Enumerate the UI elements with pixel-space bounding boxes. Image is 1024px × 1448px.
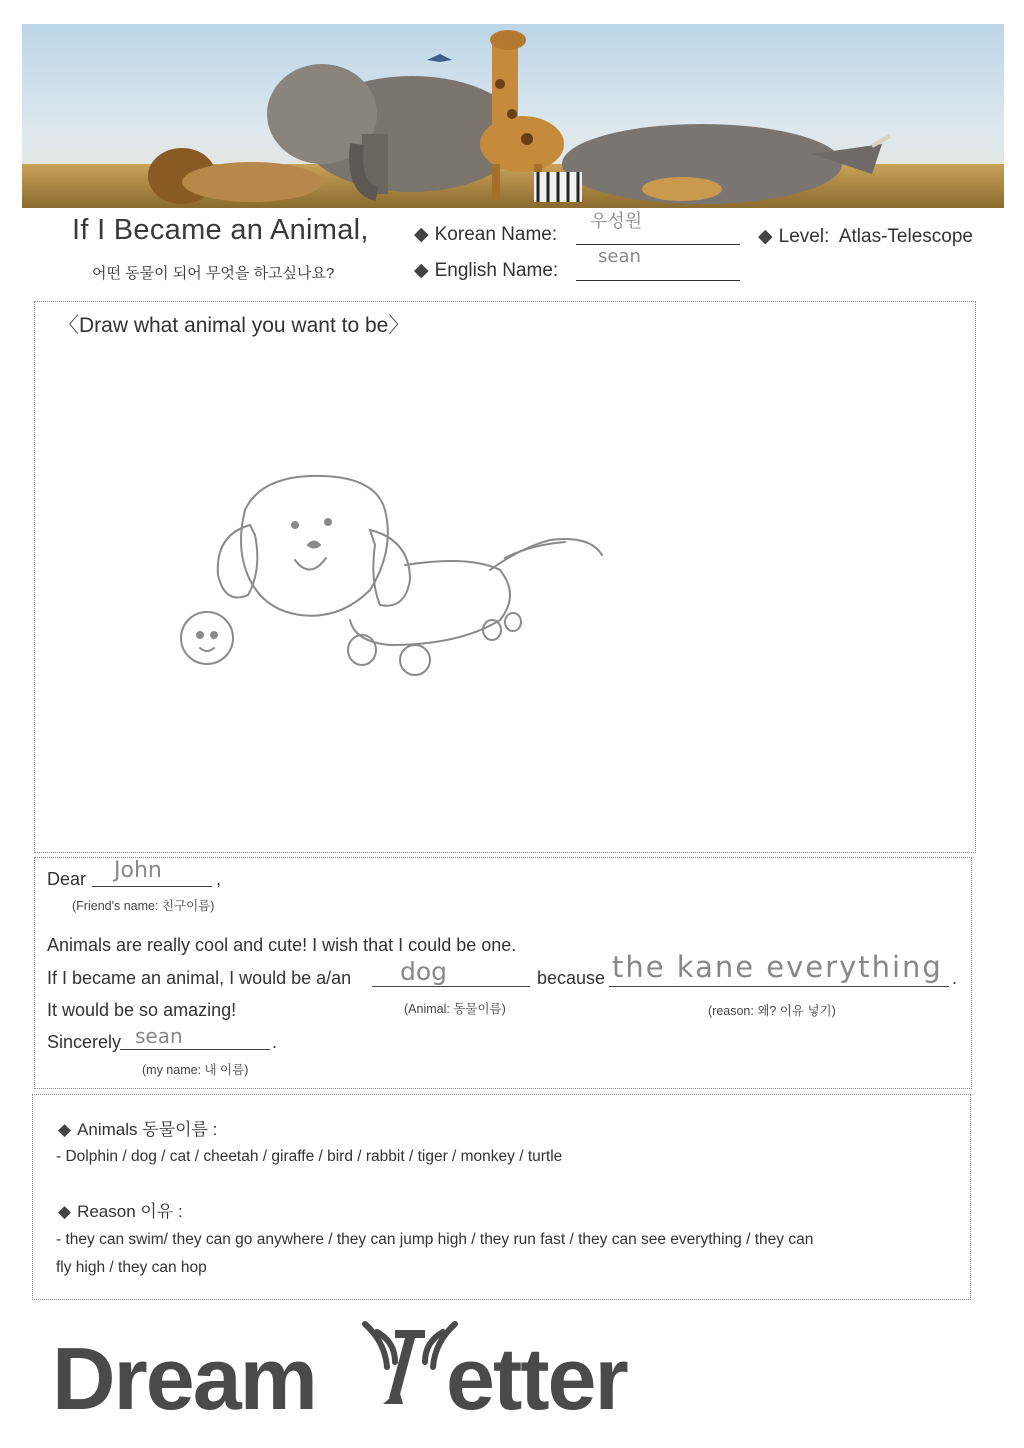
- diamond-bullet-icon: ◆: [58, 1120, 72, 1139]
- dog-leg: [505, 613, 521, 631]
- korean-name-label: ◆ Korean Name:: [414, 224, 558, 245]
- reason-period: .: [952, 968, 958, 988]
- korean-name-value[interactable]: 우성원: [590, 211, 643, 232]
- english-name-value[interactable]: sean: [598, 246, 641, 267]
- diamond-bullet-icon: ◆: [758, 226, 773, 247]
- friend-name-note: (Friend's name: 친구이름): [72, 899, 215, 913]
- animal-value[interactable]: dog: [400, 957, 448, 986]
- worksheet-title: If I Became an Animal,: [72, 214, 369, 246]
- diamond-bullet-icon: ◆: [58, 1202, 72, 1221]
- diamond-bullet-icon: ◆: [414, 224, 429, 245]
- drawing-area-title: 〈Draw what animal you want to be〉: [58, 314, 410, 337]
- dog-right-ear: [370, 530, 410, 606]
- dog-leg: [483, 620, 501, 640]
- level-value: Atlas-Telescope: [838, 226, 973, 247]
- animals-list: - Dolphin / dog / cat / cheetah / giraffe / bird / rabbit / tiger / monkey / turtle: [56, 1148, 563, 1165]
- logo-etter: etter: [446, 1329, 627, 1428]
- sincerely-period: .: [272, 1032, 278, 1052]
- small-dog-face: [181, 612, 233, 664]
- my-name-line: [120, 1049, 270, 1050]
- sincerely-label: Sincerely: [47, 1032, 122, 1052]
- because-label: because: [537, 968, 606, 988]
- english-name-label: ◆ English Name:: [414, 260, 559, 281]
- my-name-value[interactable]: sean: [135, 1024, 183, 1048]
- reason-list-line-2: fly high / they can hop: [56, 1259, 207, 1276]
- english-name-line: [576, 280, 740, 281]
- animals-banner-image: [22, 24, 1004, 208]
- dog-leg: [348, 635, 376, 665]
- worksheet-subtitle: 어떤 동물이 되어 무엇을 하고싶나요?: [92, 265, 335, 282]
- dear-label: Dear: [47, 869, 87, 889]
- level-field: ◆ Level: Atlas-Telescope: [758, 226, 973, 247]
- diamond-bullet-icon: ◆: [414, 260, 429, 281]
- reason-line: [609, 986, 949, 987]
- reason-value[interactable]: the kane everything: [612, 950, 943, 984]
- letter-line-1: Animals are really cool and cute! I wish that I could be one.: [47, 935, 517, 955]
- korean-name-line: [576, 244, 740, 245]
- animals-heading: ◆ Animals 동물이름 :: [58, 1120, 218, 1139]
- dog-leg: [400, 645, 430, 675]
- friend-name-line: [92, 886, 212, 887]
- friend-name-value[interactable]: John: [114, 858, 162, 883]
- letter-line-2-prefix: If I became an animal, I would be a/an: [47, 968, 352, 988]
- dear-comma: ,: [216, 869, 222, 889]
- reason-list-line-1: - they can swim/ they can go anywhere / they can jump high / they run fast / they can see everything / they can: [56, 1231, 814, 1248]
- reason-heading: ◆ Reason 이유 :: [58, 1202, 183, 1221]
- animal-line: [372, 986, 530, 987]
- dog-left-ear: [218, 525, 258, 598]
- logo-dream: Dream: [52, 1329, 316, 1428]
- animal-note: (Animal: 동물이름): [404, 1002, 506, 1016]
- my-name-note: (my name: 내 이름): [142, 1063, 249, 1077]
- dog-sketch-drawing: [170, 470, 620, 690]
- reason-note: (reason: 왜? 이유 넣기): [708, 1004, 836, 1018]
- zebra-figure: [534, 172, 582, 202]
- letter-line-3: It would be so amazing!: [47, 1000, 237, 1020]
